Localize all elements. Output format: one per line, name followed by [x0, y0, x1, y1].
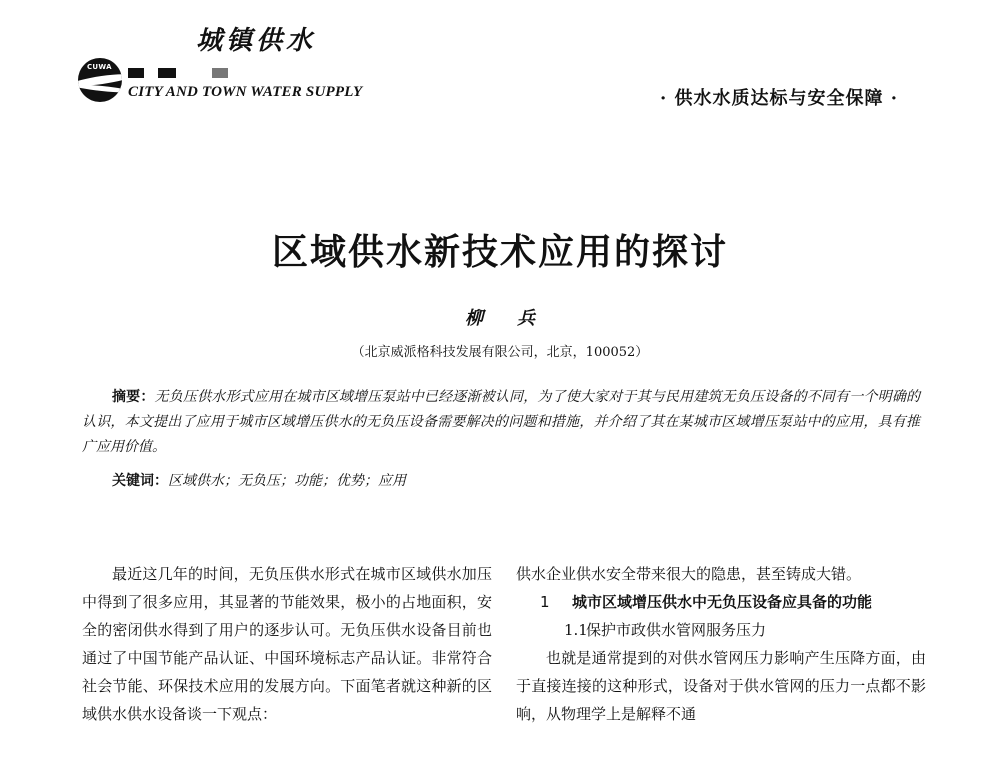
- keywords: [112, 470, 406, 490]
- keywords-label: 关键词：: [112, 473, 168, 489]
- affiliation: （北京威派格科技发展有限公司，北京，100052）: [351, 345, 649, 360]
- section-1-1-number: 1.1: [564, 621, 588, 639]
- author: [0, 304, 1000, 330]
- keywords-text: 区域供水；无负压；功能；优势；应用: [168, 473, 406, 489]
- author-surname: 柳: [465, 308, 483, 329]
- body-left-column: [82, 560, 492, 728]
- abstract-text: 无负压供水形式应用在城市区域增压泵站中已经逐渐被认同，为了使大家对于其与民用建筑无负压设备的不同有一个明确的认识，本文提出了应用于城市区域增压供水的无负压设备需要解决的问题和措施，并介绍了其在某城市区域增压泵站中的应用，具有推广应用价值。: [82, 389, 921, 455]
- section-1-number: 1: [540, 593, 550, 611]
- section-1-1-title: 保护市政供水管网服务压力: [586, 621, 767, 639]
- intro-paragraph: 最近这几年的时间，无负压供水形式在城市区域供水加压中得到了很多应用，其显著的节能效果，极小的占地面积，安全的密闭供水得到了用户的逐步认可。无负压供水设备目前也通过了中国节能产品认证、中国环境标志产品认证。非常符合社会节能、环保技术应用的发展方向。下面笔者就这种新的区域供水供水设备谈一下观点：: [82, 565, 492, 723]
- abstract: [82, 385, 920, 460]
- column-tag: · 供水水质达标与安全保障 ·: [660, 88, 899, 109]
- section-1-1-paragraph: 也就是通常提到的对供水管网压力影响产生压降方面，由于直接连接的这种形式，设备对于供水管网的压力一点都不影响，从物理学上是解释不通: [516, 649, 926, 723]
- continuation-text: 供水企业供水安全带来很大的隐患，甚至铸成大错。: [516, 565, 862, 583]
- section-1-heading: [516, 588, 926, 616]
- journal-logo-icon: [78, 58, 122, 102]
- journal-name-cn: 城镇供水: [196, 26, 317, 56]
- journal-name-en: CITY AND TOWN WATER SUPPLY: [128, 84, 363, 100]
- body-right-column: [516, 560, 926, 728]
- logo-badge: CUWA: [87, 63, 112, 71]
- article-title: 区域供水新技术应用的探讨: [271, 231, 728, 273]
- section-1-title: 城市区域增压供水中无负压设备应具备的功能: [572, 593, 873, 611]
- section-1-1-heading: [516, 616, 926, 644]
- abstract-label: 摘要：: [112, 389, 155, 405]
- author-given-name: 兵: [517, 308, 535, 329]
